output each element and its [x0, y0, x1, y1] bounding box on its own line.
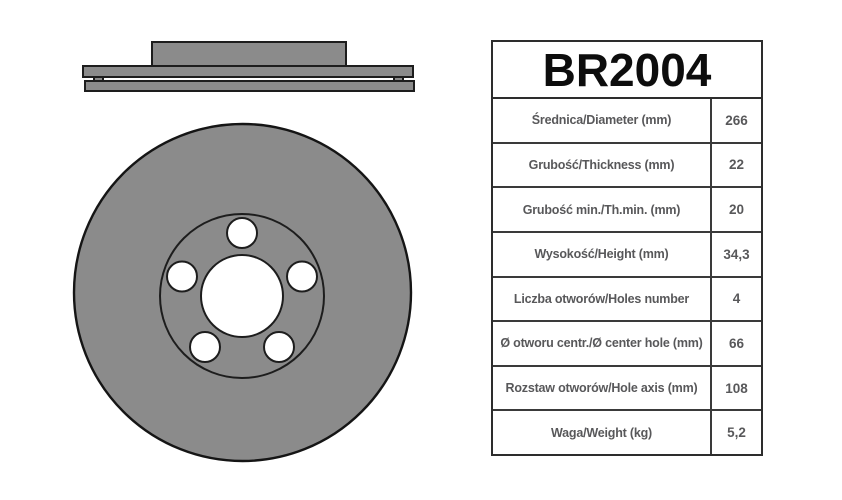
- bolt-hole-left: [167, 262, 197, 292]
- bolt-hole-bottom-left: [190, 332, 220, 362]
- spec-value: 108: [710, 367, 761, 410]
- spec-value: 20: [710, 188, 761, 231]
- friction-plate-bottom: [85, 81, 414, 91]
- table-row: [493, 276, 761, 321]
- spec-value: 266: [710, 99, 761, 142]
- spec-value: 5,2: [710, 411, 761, 454]
- table-row: [493, 231, 761, 276]
- spec-label: Rozstaw otworów/Hole axis (mm): [505, 381, 698, 396]
- spec-rows: [493, 99, 761, 454]
- bolt-hole-right: [287, 262, 317, 292]
- table-row: [493, 409, 761, 454]
- spec-label: Wysokość/Height (mm): [534, 247, 669, 262]
- table-row: [493, 365, 761, 410]
- spec-value: 4: [710, 278, 761, 321]
- spec-value: 22: [710, 144, 761, 187]
- bolt-hole-bottom-right: [264, 332, 294, 362]
- spec-label: Waga/Weight (kg): [551, 425, 652, 440]
- hub-hat-section: [152, 42, 346, 67]
- table-row: [493, 320, 761, 365]
- spec-label: Średnica/Diameter (mm): [531, 113, 672, 128]
- spec-label: Liczba otworów/Holes number: [513, 291, 690, 306]
- front-view: [74, 124, 411, 461]
- bolt-hole-top: [227, 218, 257, 248]
- spec-table: [491, 40, 763, 456]
- center-hole: [201, 255, 283, 337]
- table-row: [493, 99, 761, 142]
- table-row: [493, 186, 761, 231]
- spec-value: 34,3: [710, 233, 761, 276]
- side-view: [83, 42, 414, 91]
- spec-label: Ø otworu centr./Ø center hole (mm): [500, 336, 703, 351]
- part-code: BR2004: [493, 42, 761, 99]
- spec-label: Grubość min./Th.min. (mm): [522, 202, 681, 217]
- table-row: [493, 142, 761, 187]
- spec-label: Grubość/Thickness (mm): [528, 157, 675, 172]
- friction-plate-top: [83, 66, 413, 77]
- spec-value: 66: [710, 322, 761, 365]
